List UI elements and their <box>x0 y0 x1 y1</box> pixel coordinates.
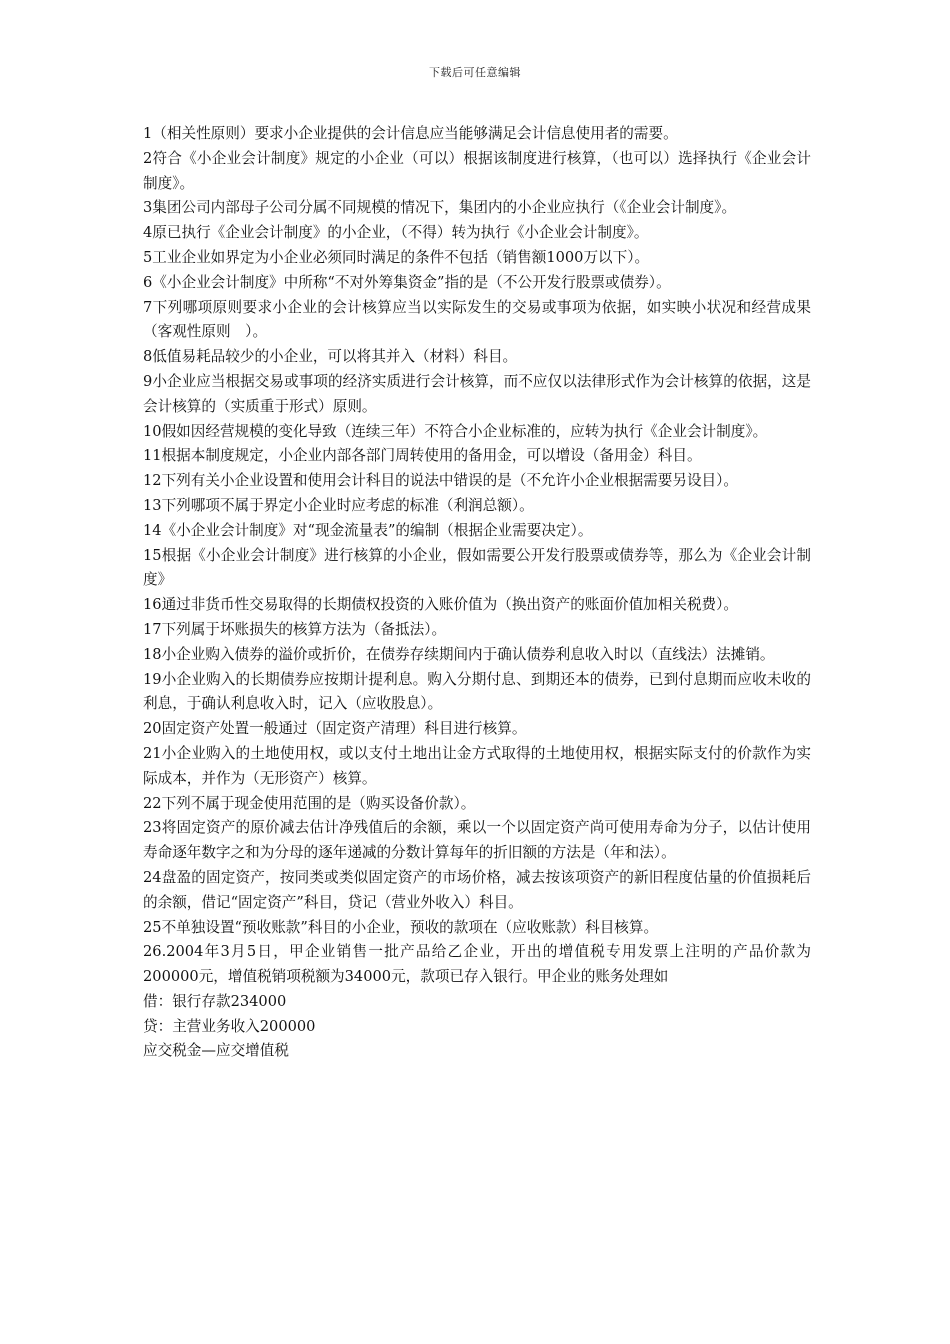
question-24: 24盘盈的固定资产，按同类或类似固定资产的市场价格，减去按该项资产的新旧程度估量的价值损耗后的余额，借记“固定资产”科目，贷记（营业外收入）科目。 <box>143 868 811 911</box>
question-1: 1（相关性原则）要求小企业提供的会计信息应当能够满足会计信息使用者的需要。 <box>143 125 678 142</box>
journal-entry-credit: 贷：主营业务收入200000 <box>143 1017 316 1035</box>
question-16: 16通过非货币性交易取得的长期债权投资的入账价值为（换出资产的账面价值加相关税费）。 <box>143 596 739 614</box>
question-23: 23将固定资产的原价减去估计净残值后的余额，乘以一个以固定资产尚可使用寿命为分子，以估计使用寿命逐年数字之和为分母的逐年递减的分数计算每年的折旧额的方法是（年和法）。 <box>143 819 811 862</box>
journal-entry-tax: 应交税金—应交增值税 <box>143 1042 289 1060</box>
question-15: 15根据《小企业会计制度》进行核算的小企业，假如需要公开发行股票或债券等，那么为《企业会计制度》 <box>143 546 811 589</box>
document-body <box>143 122 811 1064</box>
question-11: 11根据本制度规定，小企业内部各部门周转使用的备用金，可以增设（备用金）科目。 <box>143 447 702 465</box>
journal-entry-debit: 借：银行存款234000 <box>143 992 287 1010</box>
question-2: 2符合《小企业会计制度》规定的小企业（可以）根据该制度进行核算，（也可以）选择执行《企业会计制度》。 <box>143 149 811 192</box>
question-22: 22下列不属于现金使用范围的是（购买设备价款）。 <box>143 794 476 812</box>
question-17: 17下列属于坏账损失的核算方法为（备抵法）。 <box>143 620 447 638</box>
question-12: 12下列有关小企业设置和使用会计科目的说法中错误的是（不允许小企业根据需要另设目）。 <box>143 472 739 490</box>
question-14: 14《小企业会计制度》对“现金流量表”的编制（根据企业需要决定）。 <box>143 521 593 539</box>
question-13: 13下列哪项不属于界定小企业时应考虑的标准（利润总额）。 <box>143 496 534 514</box>
question-4: 4原已执行《企业会计制度》的小企业，（不得）转为执行《小企业会计制度》。 <box>143 224 649 242</box>
question-6: 6《小企业会计制度》中所称“不对外筹集资金”指的是（不公开发行股票或债券）。 <box>143 273 671 291</box>
question-20: 20固定资产处置一般通过（固定资产清理）科目进行核算。 <box>143 720 527 738</box>
question-21: 21小企业购入的土地使用权，或以支付土地出让金方式取得的土地使用权，根据实际支付的价款作为实际成本，并作为（无形资产）核算。 <box>143 744 811 787</box>
page-header: 下载后可任意编辑 <box>429 66 521 79</box>
question-18: 18小企业购入债券的溢价或折价，在债券存续期间内于确认债券利息收入时以（直线法）法摊销。 <box>143 645 775 663</box>
question-9: 9小企业应当根据交易或事项的经济实质进行会计核算，而不应仅以法律形式作为会计核算的依据，这是会计核算的（实质重于形式）原则。 <box>143 372 811 415</box>
question-7: 7下列哪项原则要求小企业的会计核算应当以实际发生的交易或事项为依据，如实映小状况和经营成果（客观性原则 ）。 <box>143 298 811 341</box>
question-26: 26.2004年3月5日，甲企业销售一批产品给乙企业，开出的增值税专用发票上注明的产品价款为200000元，增值税销项税额为34000元，款项已存入银行。甲企业的账务处理如 <box>143 943 811 986</box>
question-10: 10假如因经营规模的变化导致（连续三年）不符合小企业标准的，应转为执行《企业会计制度》。 <box>143 422 768 440</box>
question-25: 25不单独设置“预收账款”科目的小企业，预收的款项在（应收账款）科目核算。 <box>143 918 659 936</box>
question-5: 5工业企业如界定为小企业必须同时满足的条件不包括（销售额1000万以下）。 <box>143 248 650 266</box>
question-19: 19小企业购入的长期债券应按期计提利息。购入分期付息、到期还本的债券，已到付息期而应收未收的利息，于确认利息收入时，记入（应收股息）。 <box>143 670 811 713</box>
question-8: 8低值易耗品较少的小企业，可以将其并入（材料）科目。 <box>143 348 518 366</box>
question-3: 3集团公司内部母子公司分属不同规模的情况下，集团内的小企业应执行（《企业会计制度》。 <box>143 199 737 217</box>
